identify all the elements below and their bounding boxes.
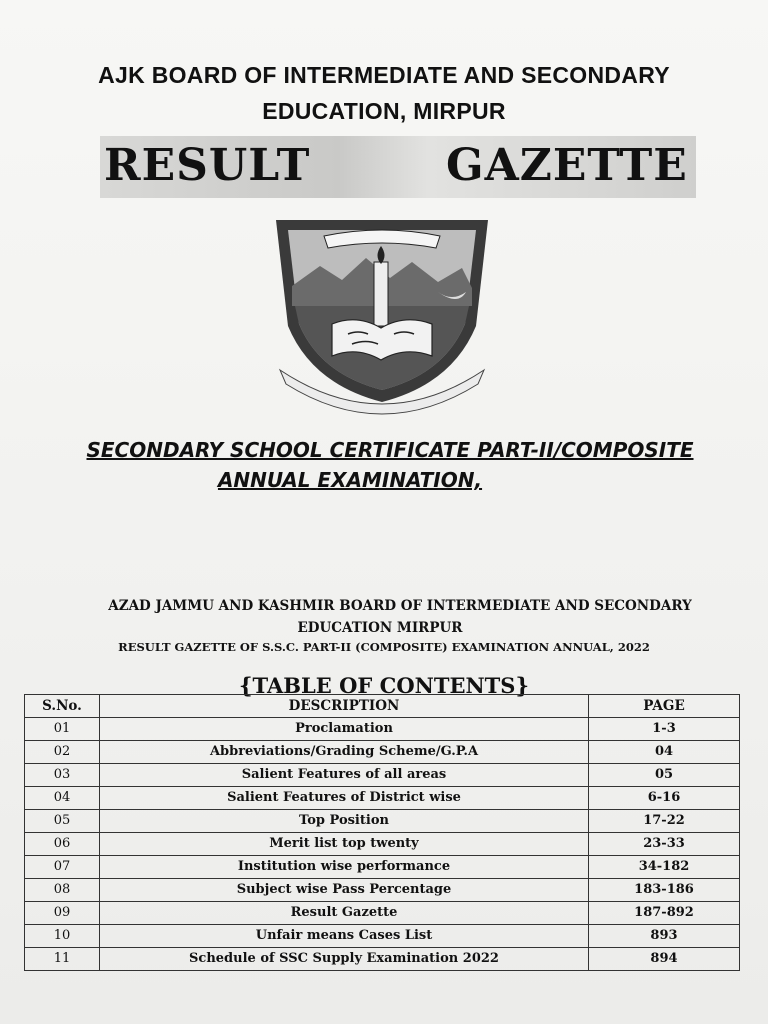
toc-cell-description: Salient Features of District wise (100, 787, 589, 810)
toc-cell-page: 17-22 (589, 810, 740, 833)
table-row (25, 879, 740, 902)
toc-cell-sno: 10 (25, 925, 100, 948)
exam-title-line1: SECONDARY SCHOOL CERTIFICATE PART-II/COMPOSITE (86, 438, 694, 462)
table-row (25, 764, 740, 787)
subheader-line2: EDUCATION MIRPUR (297, 620, 463, 636)
emblem-pen-icon (374, 262, 388, 326)
toc-cell-sno: 02 (25, 741, 100, 764)
toc-cell-page: 04 (589, 741, 740, 764)
toc-cell-description: Abbreviations/Grading Scheme/G.P.A (100, 741, 589, 764)
toc-cell-page: 6-16 (589, 787, 740, 810)
table-row (25, 718, 740, 741)
banner-word-gazette: GAZETTE (446, 140, 688, 191)
toc-cell-sno: 03 (25, 764, 100, 787)
toc-header-description: DESCRIPTION (100, 695, 589, 718)
table-row (25, 741, 740, 764)
toc-cell-sno: 11 (25, 948, 100, 971)
subheader-line1: AZAD JAMMU AND KASHMIR BOARD OF INTERMEDIATE AND SECONDARY (108, 598, 692, 614)
toc-header-row (25, 695, 740, 718)
toc-title: {TABLE OF CONTENTS} (239, 673, 529, 698)
table-row (25, 810, 740, 833)
toc-cell-sno: 09 (25, 902, 100, 925)
subheader-line3: RESULT GAZETTE OF S.S.C. PART-II (COMPOSITE) EXAMINATION ANNUAL, 2022 (118, 640, 650, 654)
toc-cell-sno: 06 (25, 833, 100, 856)
board-title-line1: AJK BOARD OF INTERMEDIATE AND SECONDARY (98, 62, 670, 88)
toc-cell-page: 183-186 (589, 879, 740, 902)
toc-header-sno: S.No. (25, 695, 100, 718)
toc-cell-page: 894 (589, 948, 740, 971)
board-title-line2: EDUCATION, MIRPUR (262, 98, 506, 124)
toc-cell-page: 34-182 (589, 856, 740, 879)
board-emblem-icon (262, 206, 502, 422)
table-row (25, 787, 740, 810)
table-of-contents (24, 694, 740, 971)
toc-cell-description: Top Position (100, 810, 589, 833)
table-row (25, 833, 740, 856)
toc-cell-page: 187-892 (589, 902, 740, 925)
exam-title-line2: ANNUAL EXAMINATION, (217, 468, 483, 492)
toc-cell-page: 1-3 (589, 718, 740, 741)
banner-word-result: RESULT (104, 140, 311, 191)
toc-cell-description: Institution wise performance (100, 856, 589, 879)
toc-cell-description: Salient Features of all areas (100, 764, 589, 787)
toc-cell-sno: 01 (25, 718, 100, 741)
toc-cell-sno: 05 (25, 810, 100, 833)
toc-cell-sno: 07 (25, 856, 100, 879)
toc-cell-page: 893 (589, 925, 740, 948)
toc-cell-description: Result Gazette (100, 902, 589, 925)
table-row (25, 948, 740, 971)
toc-cell-page: 23-33 (589, 833, 740, 856)
table-row (25, 902, 740, 925)
toc-cell-description: Proclamation (100, 718, 589, 741)
toc-cell-sno: 08 (25, 879, 100, 902)
toc-cell-description: Merit list top twenty (100, 833, 589, 856)
table-row (25, 856, 740, 879)
toc-cell-page: 05 (589, 764, 740, 787)
toc-cell-description: Unfair means Cases List (100, 925, 589, 948)
toc-header-page: PAGE (589, 695, 740, 718)
table-row (25, 925, 740, 948)
toc-cell-description: Schedule of SSC Supply Examination 2022 (100, 948, 589, 971)
toc-cell-sno: 04 (25, 787, 100, 810)
toc-cell-description: Subject wise Pass Percentage (100, 879, 589, 902)
